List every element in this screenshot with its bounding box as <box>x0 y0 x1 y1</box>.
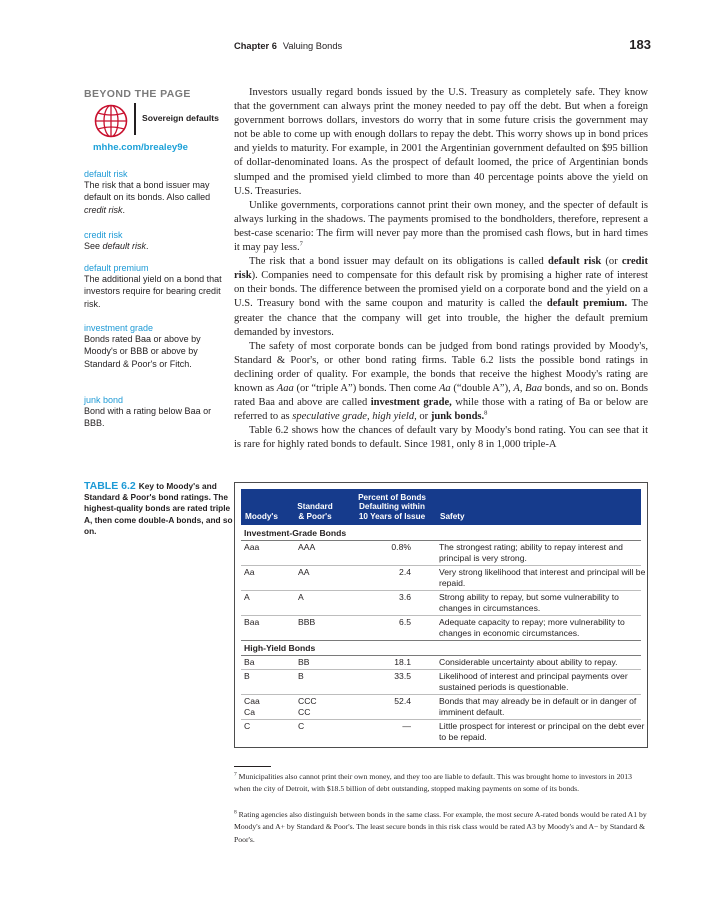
glossary-entry <box>84 263 224 310</box>
row-divider <box>241 719 641 720</box>
glossary-term: investment grade <box>84 323 154 333</box>
beyond-the-page-label: Sovereign defaults <box>142 113 219 123</box>
glossary-term: default risk <box>84 169 128 179</box>
chapter-title: Valuing Bonds <box>282 41 343 51</box>
row-divider <box>241 694 641 695</box>
glossary-entry <box>84 169 224 216</box>
glossary-entry <box>84 395 224 430</box>
paragraph: The safety of most corporate bonds can be judged from bond ratings provided by Moody's, Standard & Poor's, or other bond rating firms. Table 6.2 lists the possible bond ratings in declining order of quality. For example, the bonds that receive the highest Moody's rating are known as Aaa (or “triple A”) bonds. Then come Aa (“double A”), A, Baa bonds, and so on. Bonds rated Baa and above are called investment grade, while those with a rating of Ba or below are referred to as speculative grade, high yield, or junk bonds.$^8$ <box>234 340 649 423</box>
glossary-term: default premium <box>84 263 149 273</box>
ratings-table: Moody's Standard & Poor's Percent of Bonds Defaulting within 10 Years of Issue Safety Investment-Grade Bonds Aaa AAA 0.8% The strongest rating; ability to repay interest and principal is very strong. Aa AA 2.4 Very strong likelihood that interest and principal will be repaid. A A 3.6 Strong ability to repay, but some vulnerability to changes in circumstances. Baa BBB 6.5 Adequate capacity to repay; more vulnerability to changes in economic circumstances. High-Yield Bonds Ba BB 18.1 Considerable uncertainty about ability to repay. B B 33.5 Likelihood of interest and principal payments over sustained periods is questionable. Caa Ca CCC CC 52.4 Bonds that may already be in default or in danger of imminent default. C C — Little prospect for interest or principal on the debt ever to be repaid. <box>234 482 648 748</box>
row-divider <box>241 565 641 566</box>
table-caption <box>84 481 234 537</box>
section-heading: Investment-Grade Bonds <box>244 528 347 538</box>
footnote-rule <box>234 766 271 767</box>
website-link[interactable]: mhhe.com/brealey9e <box>93 142 188 153</box>
row-divider <box>241 540 641 541</box>
glossary-term: credit risk <box>84 230 123 240</box>
page-number: 183 <box>629 37 651 52</box>
glossary-definition: The additional yield on a bond that investors require for bearing credit risk. <box>84 274 222 309</box>
rating-pair: Caa Ca <box>244 696 260 717</box>
col-header-moodys: Moody's <box>245 512 278 522</box>
glossary-definition: See default risk. <box>84 241 149 251</box>
paragraph: The risk that a bond issuer may default on its obligations is called default risk (or credit risk). Companies need to compensate for this default risk by promising a higher rate of interest on their bonds. The difference between the promised yield on a corporate bond and the yield on a U.S. Treasury bond with the same coupon and maturity is called the default premium. The greater the chance that the company will get into trouble, the higher the default premium demanded by investors. <box>234 256 648 338</box>
row-divider <box>241 590 641 591</box>
running-header <box>234 41 342 51</box>
paragraph: Unlike governments, corporations cannot print their own money, and the specter of default is always lurking in the shadows. The payments promised to the bondholders, therefore, represent a best-case scenario: The firm will never pay more than the promised cash flows, but in hard times it may pay less.$^7$ <box>234 199 648 254</box>
glossary-entry <box>84 230 224 252</box>
body-text <box>234 86 648 452</box>
row-divider <box>241 655 641 656</box>
section-heading: High-Yield Bonds <box>244 643 316 653</box>
table-header <box>241 489 641 525</box>
glossary-definition: Bonds rated Baa or above by Moody's or BBB or above by Standard & Poor's or Fitch. <box>84 334 201 369</box>
row-divider <box>241 669 641 670</box>
chapter-label: Chapter 6 <box>234 41 277 51</box>
table-number: TABLE 6.2 <box>84 480 136 492</box>
paragraph: Investors usually regard bonds issued by the U.S. Treasury as completely safe. They know that the government can always print the money needed to pay off the debt. But when a foreign government borrows dollars, investors do worry that in some future crisis the government may not be able to come up with enough dollars to repay the debt. This worry shows up in bond prices and yields to maturity. For example, in 2001 the Argentinian government defaulted on $95 billion of dollar-denominated loans. As the prospect of default loomed, the price of Argentinian bonds slumped and the promised yield climbed to more than 40 percentage points above the yield on U.S. Treasuries. <box>234 87 648 197</box>
col-header-sp: Standard & Poor's <box>297 502 333 522</box>
glossary-term: junk bond <box>84 395 124 405</box>
beyond-the-page-title: BEYOND THE PAGE <box>84 88 191 100</box>
col-header-percent: Percent of Bonds Defaulting within 10 Years of Issue <box>358 492 426 522</box>
globe-icon <box>94 104 128 138</box>
glossary-definition: Bond with a rating below Baa or BBB. <box>84 406 212 429</box>
glossary-entry <box>84 323 224 370</box>
paragraph: Table 6.2 shows how the chances of default vary by Moody's bond rating. You can see that it is rare for highly rated bonds to default. Since 1981, only 8 in 1,000 triple-A <box>234 425 648 451</box>
divider <box>134 103 136 135</box>
footnote: $^8$ Rating agencies also distinguish between bonds in the same class. For example, the most secure A-rated bonds would be rated A1 by Moody's and A+ by Standard & Poor's. The least secure bonds in this risk class would be rated A3 by Moody's and A− by Standard & Poor's. <box>234 809 647 844</box>
glossary-definition: The risk that a bond issuer may default on its bonds. Also called credit risk. <box>84 180 211 215</box>
table-caption-text: Key to Moody's and Standard & Poor's bond ratings. The highest-quality bonds are rated triple A, then come double-A bonds, and so on. <box>84 481 233 536</box>
footnote: $^7$ Municipalities also cannot print their own money, and they too are liable to default. This was brought home to investors in 2013 when the city of Detroit, with $18.5 billion of debt outstanding, stopped making payments on some of its bonds. <box>234 771 632 794</box>
rating-pair: CCC CC <box>298 696 317 717</box>
row-divider <box>241 640 641 641</box>
col-header-safety: Safety <box>440 512 465 522</box>
row-divider <box>241 615 641 616</box>
